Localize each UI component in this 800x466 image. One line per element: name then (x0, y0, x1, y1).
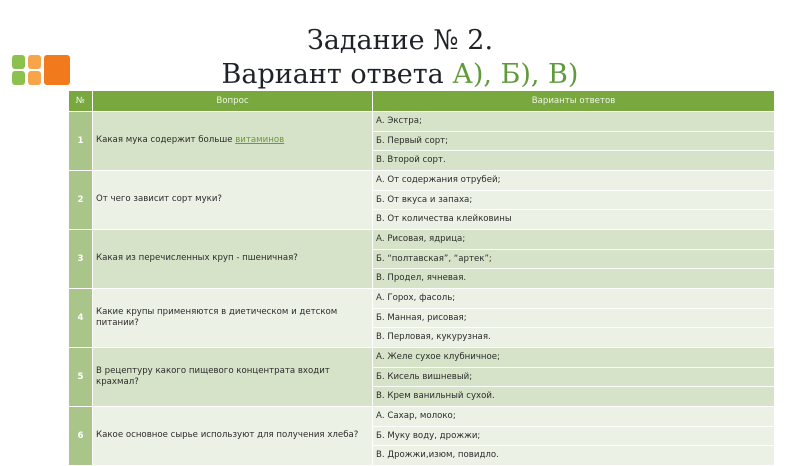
title-prefix: Вариант ответа (221, 59, 453, 90)
row-number: 2 (69, 170, 93, 229)
question-cell (93, 112, 373, 171)
row-number: 4 (69, 288, 93, 347)
option-c: В. От количества клейковины (373, 209, 774, 229)
option-c: В. Крем ванильный сухой. (373, 386, 774, 406)
options-cell (373, 288, 775, 347)
option-a: А. Сахар, молоко; (376, 410, 456, 421)
option-a: А. Горох, фасоль; (376, 292, 456, 303)
options-cell (373, 406, 775, 465)
row-number: 6 (69, 406, 93, 465)
options-cell (373, 229, 775, 288)
question-text: Какая мука содержит больше (96, 135, 236, 146)
table-row (69, 406, 775, 465)
option-c: В. Дрожжи,изюм, повидло. (373, 445, 774, 465)
table-row (69, 347, 775, 406)
header-num: № (69, 91, 93, 112)
option-b: Б. Первый сорт; (373, 131, 774, 151)
option-a: А. Желе сухое клубничное; (376, 351, 500, 362)
question-cell: Какая из перечисленных круп - пшеничная? (93, 229, 373, 288)
option-b: Б. Муку воду, дрожжи; (373, 426, 774, 446)
quiz-table (68, 91, 775, 466)
option-c: В. Продел, ячневая. (373, 268, 774, 288)
options-cell (373, 112, 775, 171)
question-cell: Какие крупы применяются в диетическом и детском питании? (93, 288, 373, 347)
option-b: Б. Манная, рисовая; (373, 308, 774, 328)
row-number: 3 (69, 229, 93, 288)
header-question: Вопрос (93, 91, 373, 112)
slide-title-line2 (0, 58, 800, 92)
question-cell: В рецептуру какого пищевого концентрата входит крахмал? (93, 347, 373, 406)
table-row (69, 229, 775, 288)
table-row (69, 112, 775, 171)
option-b: Б. “полтавская”, “артек”; (373, 249, 774, 269)
table-row (69, 170, 775, 229)
title-accent: А), Б), В) (452, 59, 579, 90)
header-options: Варианты ответов (373, 91, 775, 112)
vitamins-link[interactable]: витаминов (235, 135, 285, 146)
table-row (69, 288, 775, 347)
option-c: В. Второй сорт. (373, 150, 774, 170)
slide-title-line1: Задание № 2. (306, 25, 494, 56)
table-header-row (69, 91, 775, 112)
option-c: В. Перловая, кукурузная. (373, 327, 774, 347)
question-cell: От чего зависит сорт муки? (93, 170, 373, 229)
option-a: А. Рисовая, ядрица; (376, 233, 466, 244)
options-cell (373, 170, 775, 229)
option-a: А. От содержания отрубей; (376, 174, 501, 185)
option-b: Б. Кисель вишневый; (373, 367, 774, 387)
option-b: Б. От вкуса и запаха; (373, 190, 774, 210)
options-cell (373, 347, 775, 406)
row-number: 1 (69, 112, 93, 171)
question-cell: Какое основное сырье используют для получения хлеба? (93, 406, 373, 465)
option-a: А. Экстра; (376, 116, 422, 126)
row-number: 5 (69, 347, 93, 406)
